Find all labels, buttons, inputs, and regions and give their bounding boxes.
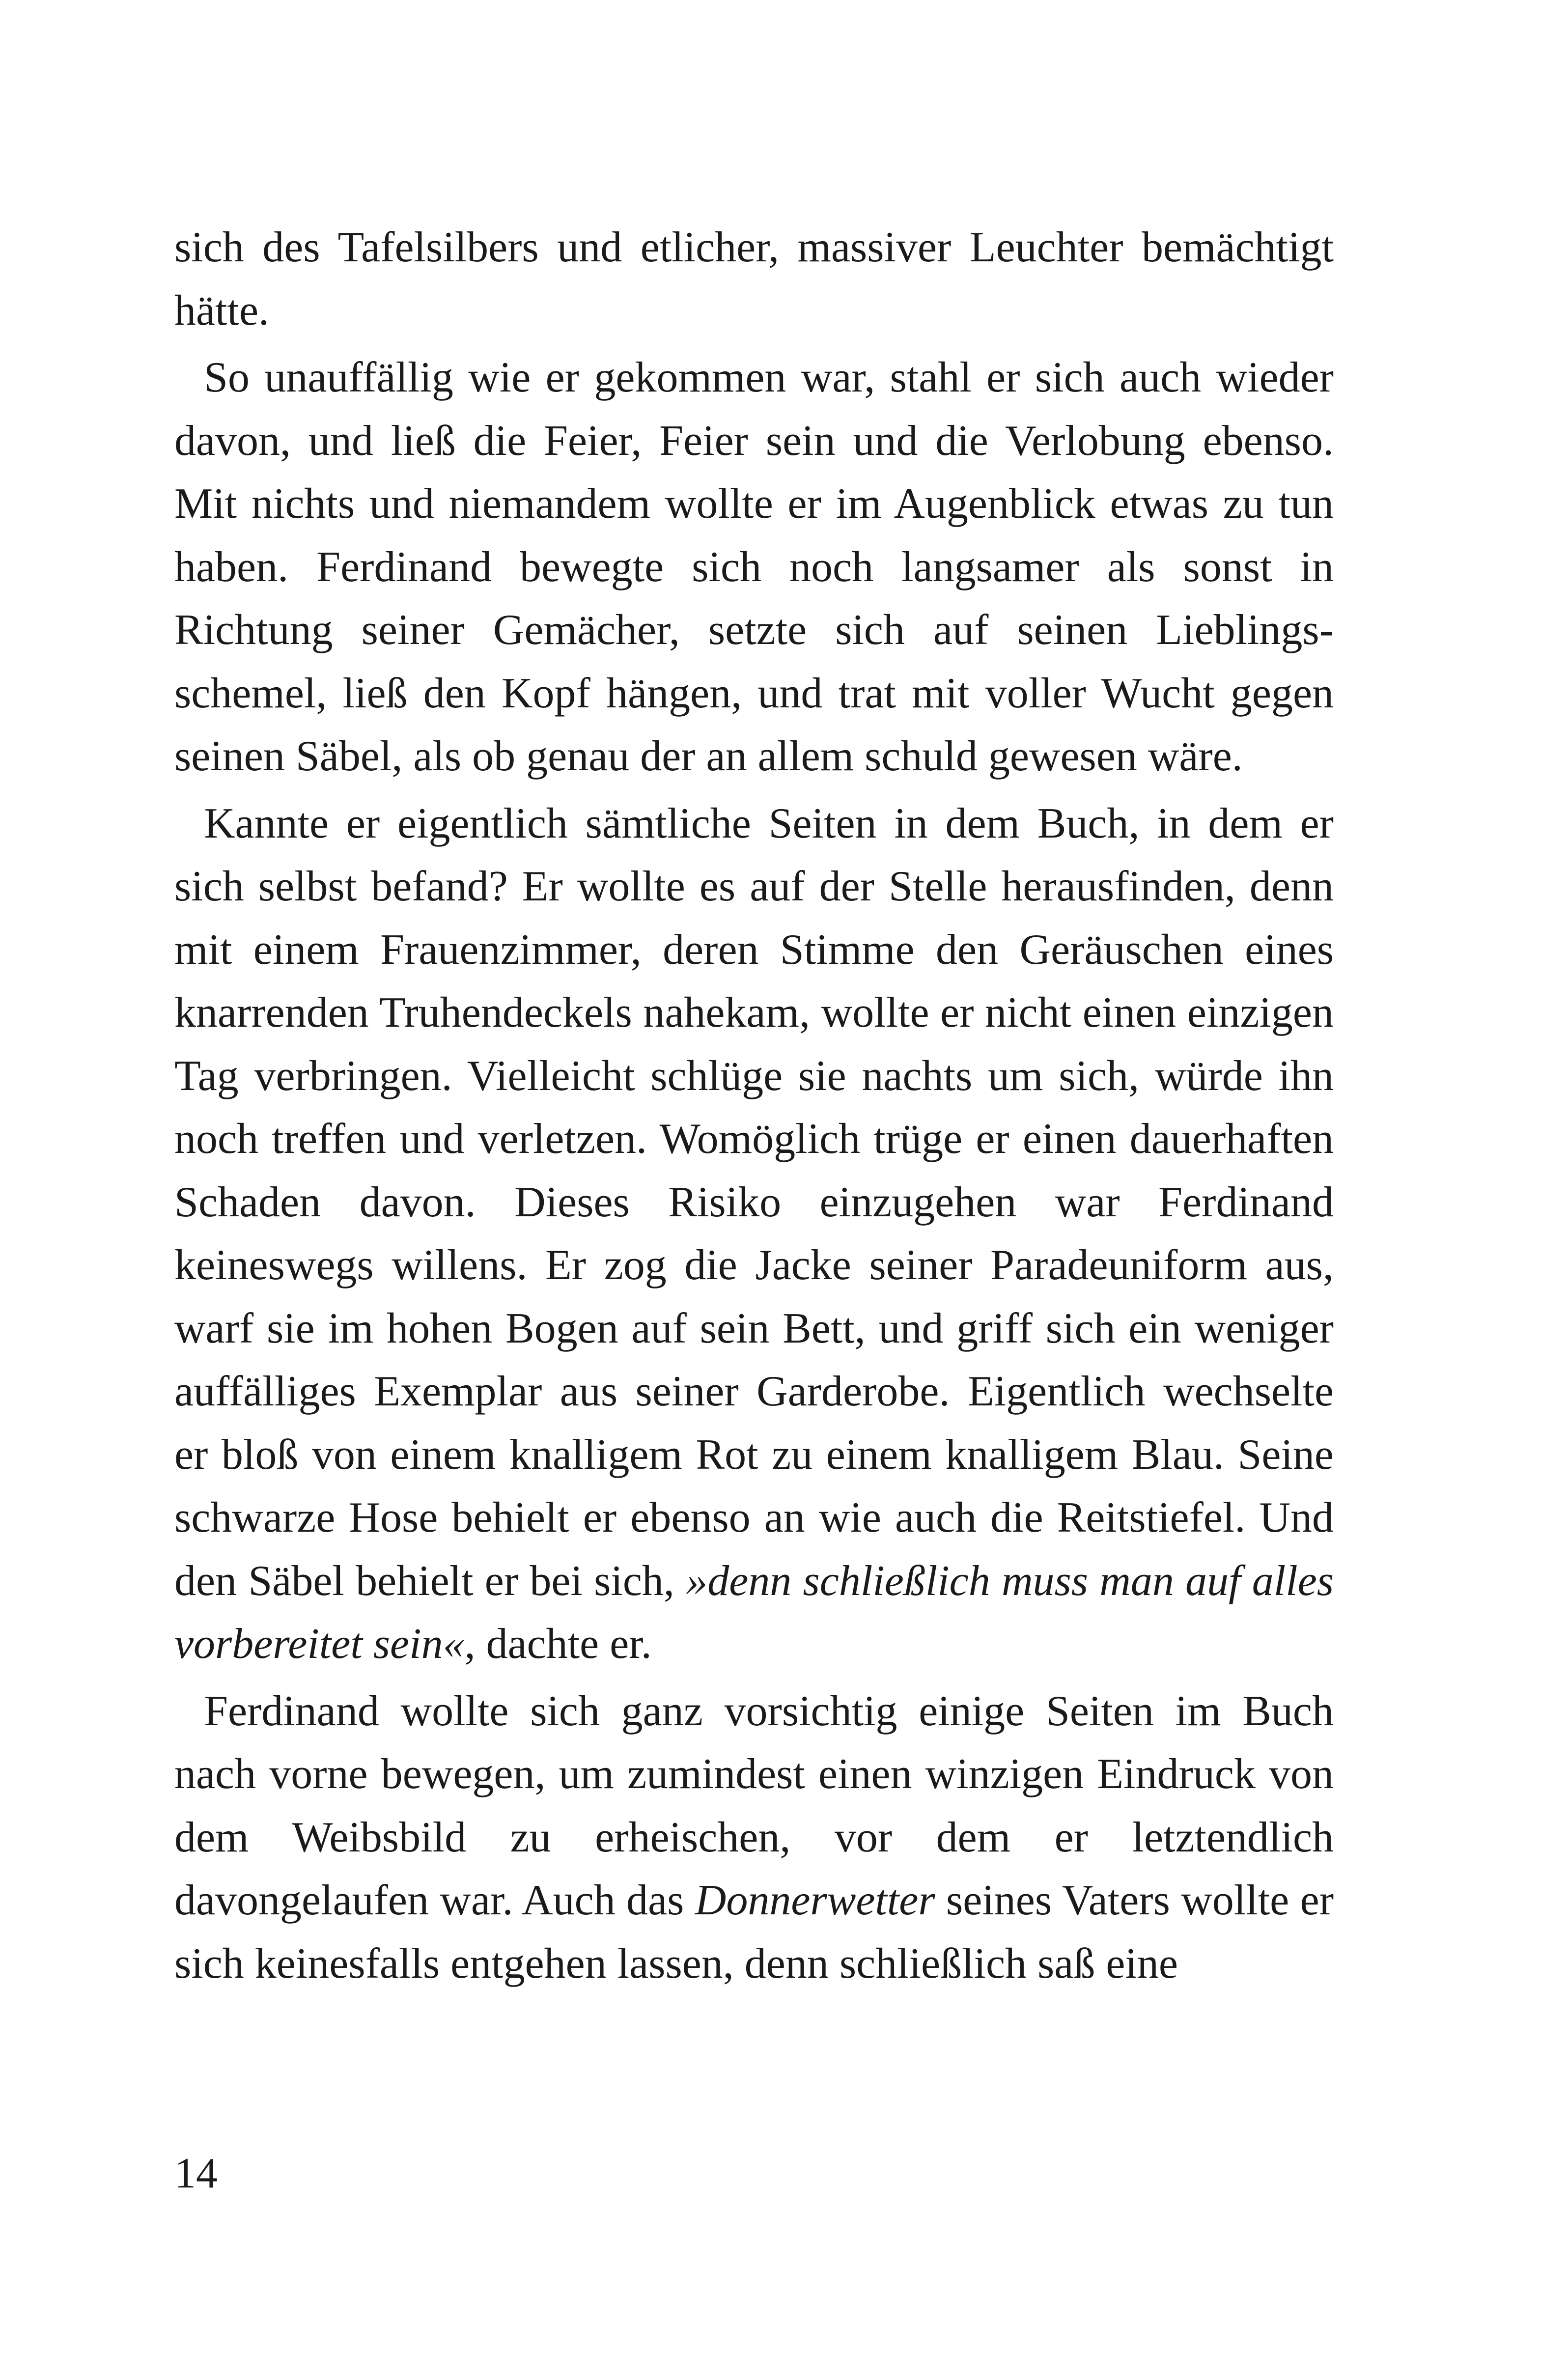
paragraph-1: [174, 216, 1334, 342]
paragraph-3-text-end: , dachte er.: [464, 1620, 652, 1668]
paragraph-3-text: Kannte er eigentlich sämtliche Seiten in dem Buch, in dem er sich selbst befand? Er wollte es auf der Stelle herausfinden, denn mit einem Frauenzimmer, deren Stimme den Geräuschen eines knarrenden Truhendeckels nahekam, wollte er nicht einen einzigen Tag verbringen. Vielleicht schlüge sie nachts um sich, würde ihn noch treffen und verletzen. Womöglich trüge er einen dauerhaften Schaden davon. Dieses Risiko einzugehen war Ferdinand keineswegs willens. Er zog die Jacke seiner Paradeuniform aus, warf sie im hohen Bogen auf sein Bett, und griff sich ein weniger auffälliges Exemplar aus seiner Garderobe. Eigentlich wechselte er bloß von einem knalligem Rot zu einem knalligem Blau. Seine schwarze Hose behielt er ebenso an wie auch die Reitstiefel. Und den Säbel behielt er bei sich,: [174, 799, 1334, 1605]
page-number: 14: [174, 2150, 218, 2197]
paragraph-2: [174, 346, 1334, 788]
paragraph-1-text: sich des Tafelsilbers und etlicher, massiver Leuchter bemächtigt hätte.: [174, 224, 1334, 335]
paragraph-4-italic-word: Donnerwetter: [695, 1877, 935, 1924]
paragraph-3: [174, 792, 1334, 1676]
paragraph-2-text: So unauffällig wie er gekommen war, stahl er sich auch wieder davon, und ließ die Feier, Feier sein und die Verlobung ebenso. Mit nichts und niemandem wollte er im Augenblick etwas zu tun haben. Ferdinand bewegte sich noch langsamer als sonst in Richtung seiner Gemächer, setzte sich auf seinen Lieblingsschemel, ließ den Kopf hängen, und trat mit voller Wucht gegen seinen Säbel, als ob genau der an allem schuld gewesen wäre.: [174, 354, 1334, 780]
body-text: [174, 216, 1334, 1995]
paragraph-4: [174, 1680, 1334, 1996]
paragraph-4-text: Ferdinand wollte sich ganz vorsichtig einige Seiten im Buch nach vorne bewegen, um zumindest einen winzigen Eindruck von dem Weibsbild zu erheischen, vor dem er letztendlich davongelaufen war. Auch das: [174, 1687, 1334, 1924]
paragraph-4-text-end: seines Vaters wollte er sich keinesfalls entgehen lassen, denn schließlich saß eine: [174, 1877, 1334, 1988]
paragraph-3-italic-quote: »denn schließlich muss man auf alles vorbereitet sein«: [174, 1557, 1334, 1668]
